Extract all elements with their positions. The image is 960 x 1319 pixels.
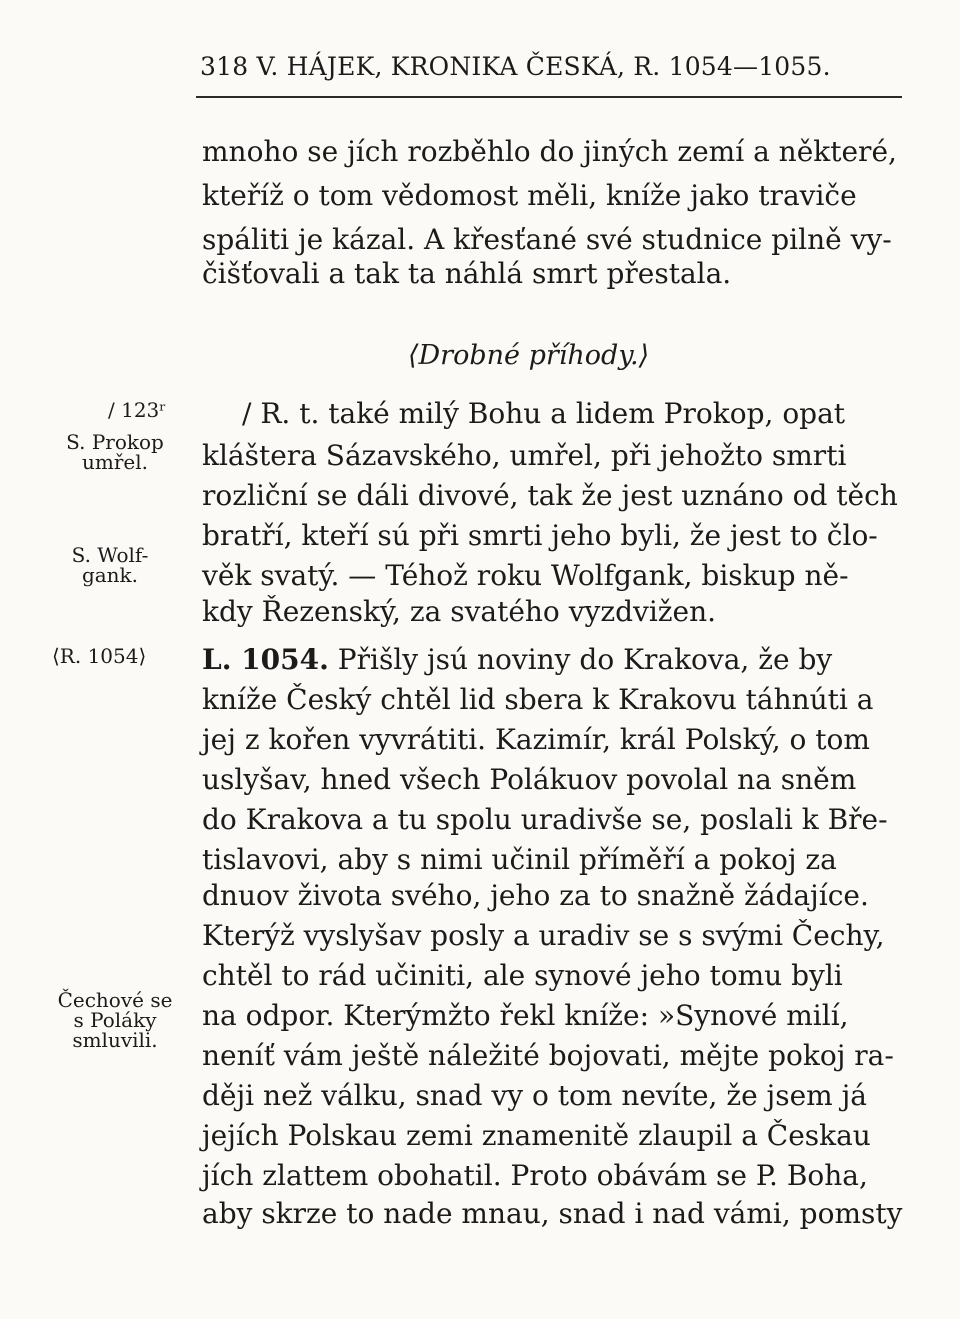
body-line: bratří, kteří sú při smrti jeho byli, že jest to člo- xyxy=(202,519,878,552)
body-line: kdy Řezenský, za svatého vyzdvižen. xyxy=(202,595,717,628)
margin-note-prokop xyxy=(50,432,180,472)
header-rule xyxy=(196,96,902,98)
body-line: jích zlattem obohatil. Proto obávám se P. Boha, xyxy=(202,1159,868,1192)
margin-note-line: gank. xyxy=(81,563,139,587)
body-line: kláštera Sázavského, umřel, při jehožto smrti xyxy=(202,439,847,472)
body-line: / R. t. také milý Bohu a lidem Prokop, opat xyxy=(242,397,846,430)
body-line: neníť vám ještě náležité bojovati, mějte pokoj ra- xyxy=(202,1039,894,1072)
margin-note-line: smluvili. xyxy=(72,1028,158,1052)
margin-note-line: umřel. xyxy=(82,450,148,474)
body-line: dnuov života svého, jeho za to snažně žádajíce. xyxy=(202,879,869,912)
body-line: spáliti je kázal. A křesťané své studnice pilně vy- xyxy=(202,223,892,256)
body-line: ději než válku, snad vy o tom nevíte, že jsem já xyxy=(202,1079,867,1112)
margin-note-poles xyxy=(45,990,185,1050)
body-line: aby skrze to nade mnau, snad i nad vámi, pomsty xyxy=(202,1197,903,1230)
body-line: kteříž o tom vědomost měli, kníže jako traviče xyxy=(202,179,857,212)
section-heading: ⟨Drobné příhody.⟩ xyxy=(408,340,650,371)
running-header: 318 V. HÁJEK, KRONIKA ČESKÁ, R. 1054—1055. xyxy=(200,52,831,81)
margin-note-line: s Poláky xyxy=(73,1008,157,1032)
margin-note-line: S. Wolf- xyxy=(71,543,149,567)
body-line: chtěl to rád učiniti, ale synové jeho tomu byli xyxy=(202,959,843,992)
body-line: Kterýž vyslyšav posly a uradiv se s svými Čechy, xyxy=(202,919,885,952)
body-line: na odpor. Kterýmžto řekl kníže: »Synové milí, xyxy=(202,999,849,1032)
body-line: do Krakova a tu spolu uradivše se, poslali k Bře- xyxy=(202,803,888,836)
body-line: věk svatý. — Téhož roku Wolfgank, biskup ně- xyxy=(202,559,849,592)
margin-note-wolfgank xyxy=(45,545,175,585)
body-line: rozliční se dáli divové, tak že jest uznáno od těch xyxy=(202,479,898,512)
margin-note-line: Čechové se xyxy=(57,988,173,1012)
body-line: mnoho se jích rozběhlo do jiných zemí a některé, xyxy=(202,135,897,168)
year-marker: L. 1054. xyxy=(202,643,329,676)
margin-folio: / 123ʳ xyxy=(108,398,167,422)
body-line: tislavovi, aby s nimi učinil příměří a pokoj za xyxy=(202,843,837,876)
margin-year: ⟨R. 1054⟩ xyxy=(52,644,147,668)
body-line: čišťovali a tak ta náhlá smrt přestala. xyxy=(202,257,732,290)
body-line: uslyšav, hned všech Polákuov povolal na sněm xyxy=(202,763,857,796)
body-line: jejích Polskau zemi znamenitě zlaupil a Českau xyxy=(202,1119,871,1152)
body-line-text: Přišly jsú noviny do Krakova, že by xyxy=(337,643,833,676)
margin-note-line: S. Prokop xyxy=(66,430,164,454)
body-line-year-entry xyxy=(202,642,832,678)
body-line: jej z kořen vyvrátiti. Kazimír, král Polský, o tom xyxy=(202,723,870,756)
body-line: kníže Český chtěl lid sbera k Krakovu táhnúti a xyxy=(202,683,874,716)
